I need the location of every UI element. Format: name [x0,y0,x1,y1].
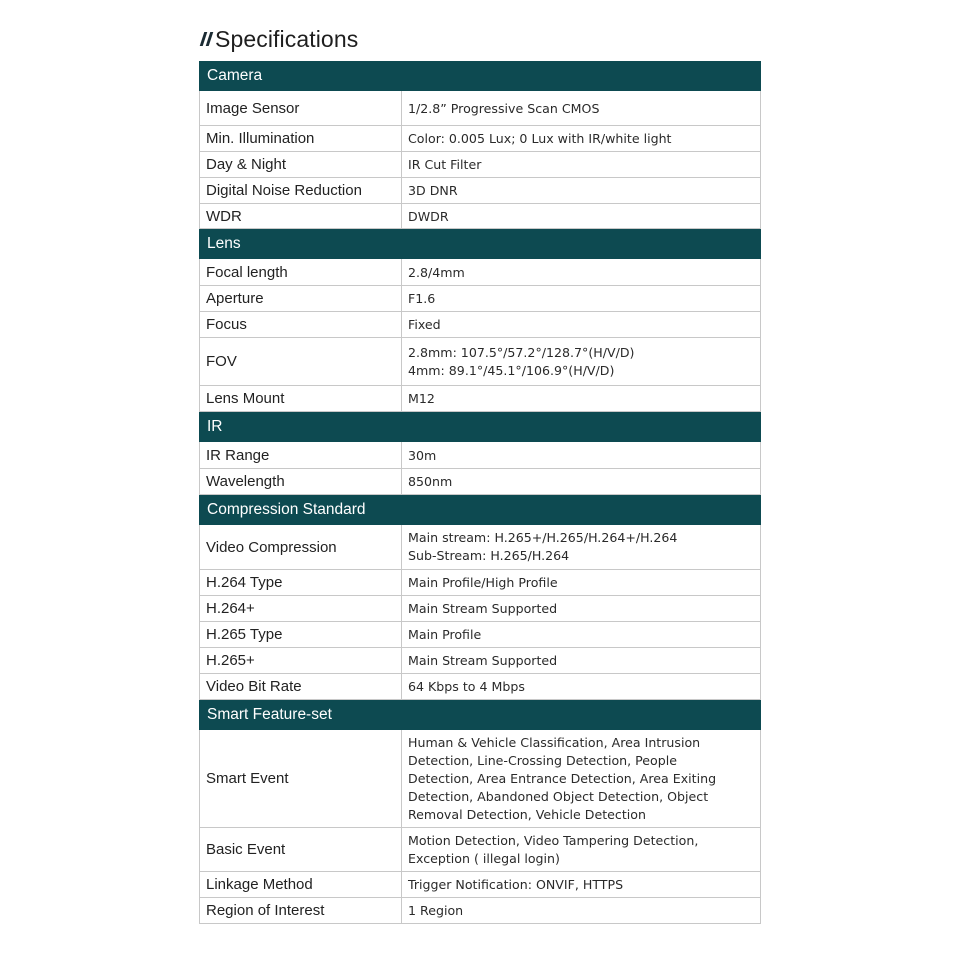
spec-table [199,61,761,924]
section-header: Lens [199,229,761,259]
spec-value-line: 1 Region [408,903,464,918]
spec-label: Focal length [200,259,402,285]
table-row [199,525,761,570]
table-row [199,91,761,126]
table-row [199,596,761,622]
spec-value-line: Exception ( illegal login) [408,850,560,866]
table-row [199,570,761,596]
table-row [199,338,761,386]
spec-value [402,828,760,871]
spec-value [402,286,760,311]
spec-label: Image Sensor [200,91,402,125]
spec-value-line: Color: 0.005 Lux; 0 Lux with IR/white light [408,131,672,146]
spec-label: Digital Noise Reduction [200,178,402,203]
spec-value [402,442,760,468]
spec-value [402,596,760,621]
spec-label: H.265 Type [200,622,402,647]
section-header: Smart Feature-set [199,700,761,730]
spec-section [199,495,761,700]
spec-label: Linkage Method [200,872,402,897]
spec-value-line: Detection, Line-Crossing Detection, People [408,752,678,768]
table-row [199,622,761,648]
spec-value-line: Removal Detection, Vehicle Detection [408,806,646,822]
spec-value [402,898,760,923]
spec-value [402,469,760,494]
table-row [199,872,761,898]
title-slash-icon [199,28,213,50]
table-row [199,126,761,152]
spec-value-line: Detection, Area Entrance Detection, Area Exiting [408,770,717,786]
spec-value [402,338,760,385]
table-row [199,178,761,204]
table-row [199,152,761,178]
section-header: Camera [199,61,761,91]
page-title-text: Specifications [215,25,359,52]
spec-section [199,229,761,412]
spec-value-line: Human & Vehicle Classification, Area Intrusion [408,734,701,750]
table-row [199,730,761,828]
spec-label: Min. Illumination [200,126,402,151]
spec-value [402,674,760,699]
spec-value-line: 2.8mm: 107.5°/57.2°/128.7°(H/V/D) [408,344,635,360]
spec-value-line: Trigger Notification: ONVIF, HTTPS [408,877,624,892]
spec-label: Video Bit Rate [200,674,402,699]
table-row [199,674,761,700]
spec-value-line: Fixed [408,317,441,332]
section-header: IR [199,412,761,442]
spec-label: Region of Interest [200,898,402,923]
spec-value-line: Sub-Stream: H.265/H.264 [408,548,570,563]
spec-label: IR Range [200,442,402,468]
spec-label: Smart Event [200,730,402,827]
spec-value-line: 2.8/4mm [408,264,465,280]
spec-value [402,312,760,337]
spec-label: Basic Event [200,828,402,871]
spec-value [402,152,760,177]
table-row [199,828,761,872]
spec-value-line: IR Cut Filter [408,157,482,172]
spec-value-line: Main stream: H.265+/H.265/H.264+/H.264 [408,530,678,545]
table-row [199,442,761,469]
spec-value-line: Detection, Abandoned Object Detection, Object [408,788,709,804]
spec-value [402,648,760,673]
table-row [199,648,761,674]
spec-value-line: 30m [408,447,437,463]
spec-value-line: Main Profile [408,627,482,642]
spec-value-line: M12 [408,391,435,406]
spec-label: Lens Mount [200,386,402,411]
table-row [199,312,761,338]
table-row [199,204,761,229]
spec-value-line: Motion Detection, Video Tampering Detection, [408,832,699,848]
spec-value-line: 850nm [408,474,453,489]
table-row [199,286,761,312]
spec-label: Focus [200,312,402,337]
table-row [199,898,761,924]
spec-value-line: F1.6 [408,291,436,306]
spec-label: FOV [200,338,402,385]
spec-value [402,622,760,647]
spec-label: H.264+ [200,596,402,621]
table-row [199,469,761,495]
spec-value-line: 64 Kbps to 4 Mbps [408,679,525,694]
spec-section [199,61,761,229]
spec-value [402,91,760,125]
table-row [199,259,761,286]
spec-value [402,204,760,228]
spec-label: Video Compression [200,525,402,569]
spec-value [402,570,760,595]
section-header: Compression Standard [199,495,761,525]
spec-value [402,259,760,285]
spec-value-line: Main Profile/High Profile [408,575,558,590]
spec-value [402,178,760,203]
spec-label: Day & Night [200,152,402,177]
spec-section [199,412,761,495]
spec-value-line: 3D DNR [408,183,458,198]
spec-label: H.264 Type [200,570,402,595]
spec-value-line: Main Stream Supported [408,601,558,616]
spec-value-line: 1/2.8” Progressive Scan CMOS [408,100,600,116]
spec-value-line: DWDR [408,208,449,224]
spec-label: WDR [200,204,402,228]
page-title [199,24,358,54]
spec-value [402,386,760,411]
spec-label: Wavelength [200,469,402,494]
spec-value [402,126,760,151]
spec-value [402,872,760,897]
spec-section [199,700,761,924]
spec-value [402,525,760,569]
spec-value-line: Main Stream Supported [408,653,558,668]
table-row [199,386,761,412]
spec-label: H.265+ [200,648,402,673]
spec-label: Aperture [200,286,402,311]
spec-value [402,730,760,827]
spec-value-line: 4mm: 89.1°/45.1°/106.9°(H/V/D) [408,362,615,378]
